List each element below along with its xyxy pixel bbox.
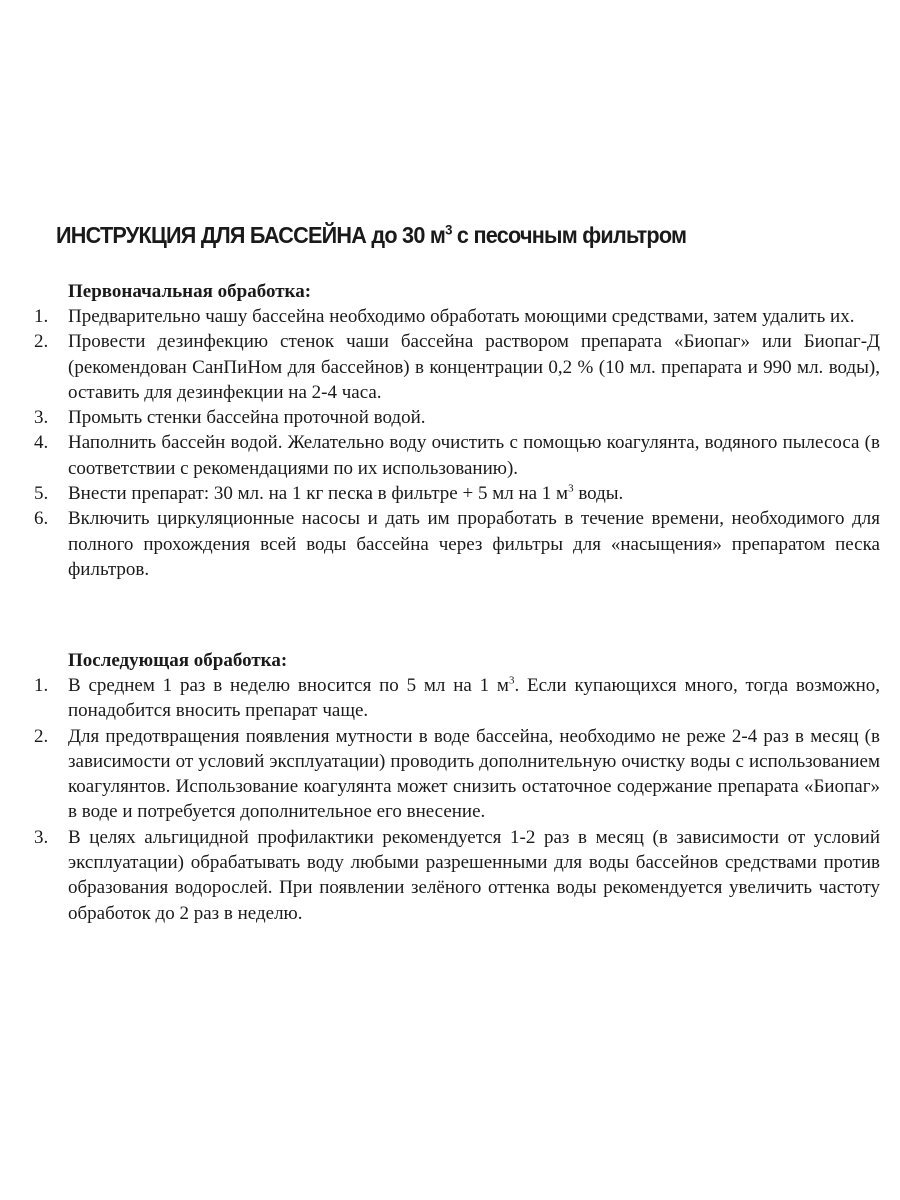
list-item <box>0 329 900 405</box>
item-text: Наполнить бассейн водой. Желательно воду очистить с помощью коагулянта, водяного пылесоса (в соответствии с рекомендациями по их использованию). <box>68 432 880 479</box>
item-number: 5. <box>34 483 49 505</box>
section-heading: Первоначальная обработка: <box>68 281 312 302</box>
item-text-end: . Если купающихся много, тогда возможно, понадобится вносить препарат чаще. <box>68 675 880 722</box>
item-superscript: 3 <box>508 674 515 687</box>
page-title <box>56 219 846 251</box>
item-number: 1. <box>34 306 49 327</box>
item-text: Провести дезинфекцию стенок чаши бассейна раствором препарата «Биопаг» или Биопаг-Д (рекомендован СанПиНом для бассейнов) в концентрации 0,2 % (10 мл. препарата и 990 мл. воды), оставить для дезинфекции на 2-4 часа. <box>68 331 880 403</box>
item-number: 6. <box>34 508 49 530</box>
item-superscript: 3 <box>568 482 574 495</box>
section-heading: Последующая обработка: <box>68 650 288 671</box>
item-text-end: воды. <box>573 483 624 505</box>
list-item <box>0 430 900 481</box>
item-number: 2. <box>34 725 49 747</box>
list-item <box>0 673 900 724</box>
item-number: 3. <box>34 407 49 429</box>
item-text: Для предотвращения появления мутности в воде бассейна, необходимо не реже 2-4 раз в месяц (в зависимости от условий эксплуатации) проводить дополнительную очистку воды с использованием коагулянтов. Использование коагулянта может снизить остаточное содержание препарата «Биопаг» в воде и потребуется дополнительное его внесение. <box>68 725 880 823</box>
item-number: 4. <box>34 432 49 454</box>
list-item <box>0 304 900 329</box>
list-item <box>0 405 900 430</box>
title-text-end: с песочным фильтром <box>451 222 687 248</box>
title-superscript: 3 <box>445 221 452 238</box>
item-text: Промыть стенки бассейна проточной водой. <box>68 407 426 429</box>
item-text: В целях альгицидной профилактики рекомендуется 1-2 раз в месяц (в зависимости от условий эксплуатации) обрабатывать воду любыми разрешенными для воды бассейнов средствами против образования водорослей. При появлении зелёного оттенка воды рекомендуется увеличить частоту обработок до 2 раз в неделю. <box>68 826 880 924</box>
initial-treatment-list <box>0 304 900 582</box>
item-text: Предварительно чашу бассейна необходимо обработать моющими средствами, затем удалить их. <box>68 306 855 327</box>
item-text: В среднем 1 раз в неделю вносится по 5 мл на 1 м <box>68 675 509 696</box>
item-text: Внести препарат: 30 мл. на 1 кг песка в фильтре + 5 мл на 1 м <box>68 483 569 505</box>
list-item <box>0 481 900 506</box>
list-item <box>0 506 900 582</box>
item-number: 2. <box>34 331 49 353</box>
item-number: 1. <box>34 675 49 696</box>
title-text: ИНСТРУКЦИЯ ДЛЯ БАССЕЙНА до 30 м <box>56 222 446 248</box>
initial-treatment-section <box>0 279 900 582</box>
list-item <box>0 825 900 926</box>
subsequent-treatment-list <box>0 673 900 926</box>
list-item <box>0 724 900 825</box>
item-number: 3. <box>34 826 49 848</box>
subsequent-treatment-section <box>0 648 900 926</box>
item-text: Включить циркуляционные насосы и дать им проработать в течение времени, необходимого для полного прохождения всей воды бассейна через фильтры для «насыщения» препаратом песка фильтров. <box>68 508 880 580</box>
